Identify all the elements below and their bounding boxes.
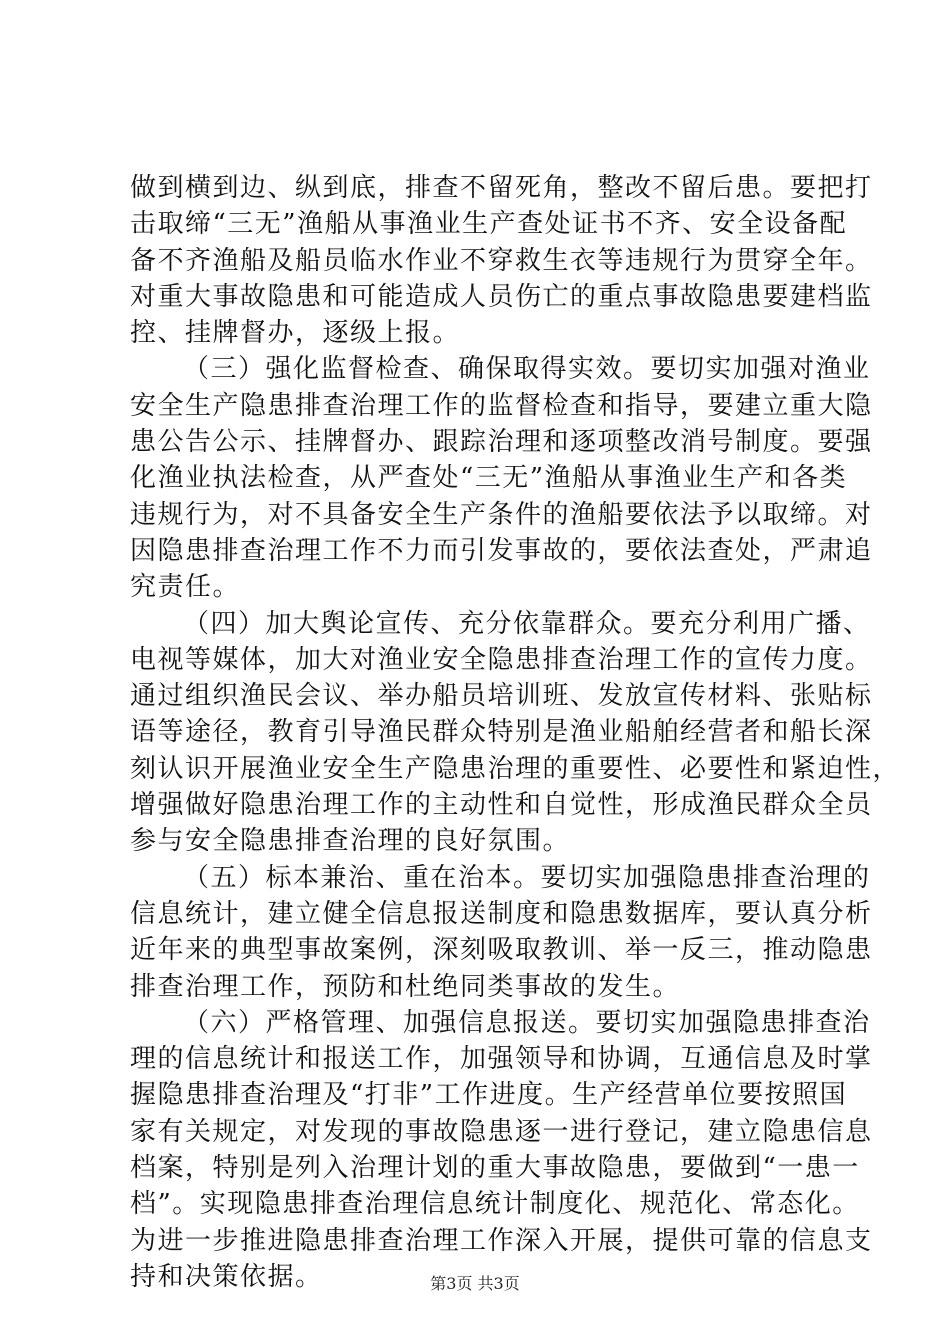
text-line: 家有关规定，对发现的事故隐患逐一进行登记，建立隐患信息 (130, 1116, 873, 1147)
text-line: 语等途径，教育引导渔民群众特别是渔业船舶经营者和船长深 (130, 717, 873, 748)
text-line: 信息统计，建立健全信息报送制度和隐患数据库，要认真分析 (130, 898, 873, 929)
paragraph-heading-line: （六）严格管理、加强信息报送。要切实加强隐患排查治 (183, 1007, 871, 1038)
paragraph-heading-line: （四）加大舆论宣传、充分依靠群众。要充分利用广播、 (183, 608, 871, 639)
text-line: 为进一步推进隐患排查治理工作深入开展，提供可靠的信息支 (130, 1225, 873, 1256)
text-line: 对重大事故隐患和可能造成人员伤亡的重点事故隐患要建档监 (130, 281, 873, 312)
text-line: 排查治理工作，预防和杜绝同类事故的发生。 (130, 971, 681, 1002)
page-number-footer: 第3页 共3页 (430, 1274, 520, 1293)
text-line: 档”。实现隐患排查治理信息统计制度化、规范化、常态化。 (130, 1189, 860, 1220)
text-line: 刻认识开展渔业安全生产隐患治理的重要性、必要性和紧迫性， (130, 753, 901, 784)
text-line: 近年来的典型事故案例，深刻吸取教训、举一反三，推动隐患 (130, 935, 873, 966)
text-line: 控、挂牌督办，逐级上报。 (130, 318, 461, 349)
text-line: 参与安全隐患排查治理的良好氛围。 (130, 826, 571, 857)
text-line: 违规行为，对不具备安全生产条件的渔船要依法予以取缔。对 (130, 499, 873, 530)
text-line: 化渔业执法检查，从严查处“三无”渔船从事渔业生产和各类 (130, 463, 848, 494)
text-line: 做到横到边、纵到底，排查不留死角，整改不留后患。要把打 (130, 173, 873, 203)
text-line: 增强做好隐患治理工作的主动性和自觉性，形成渔民群众全员 (130, 790, 873, 821)
text-line: 备不齐渔船及船员临水作业不穿救生衣等违规行为贯穿全年。 (130, 245, 873, 276)
text-line: 通过组织渔民会议、举办船员培训班、发放宣传材料、张贴标 (130, 681, 873, 712)
text-line: 理的信息统计和报送工作，加强领导和协调，互通信息及时掌 (130, 1044, 873, 1075)
text-line: 电视等媒体，加大对渔业安全隐患排查治理工作的宣传力度。 (130, 644, 873, 675)
text-line: 究责任。 (130, 572, 241, 603)
text-line: 患公告公示、挂牌督办、跟踪治理和逐项整改消号制度。要强 (130, 427, 873, 458)
paragraph-heading-line: （三）强化监督检查、确保取得实效。要切实加强对渔业 (183, 354, 871, 385)
text-line: 握隐患排查治理及“打非”工作进度。生产经营单位要按照国 (130, 1080, 848, 1111)
paragraph-heading-line: （五）标本兼治、重在治本。要切实加强隐患排查治理的 (183, 862, 871, 893)
text-line: 因隐患排查治理工作不力而引发事故的，要依法查处，严肃追 (130, 535, 873, 566)
document-body (130, 170, 901, 1295)
text-line: 安全生产隐患排查治理工作的监督检查和指导，要建立重大隐 (130, 390, 873, 421)
text-line: 持和决策依据。 (130, 1261, 323, 1292)
text-line: 档案，特别是列入治理计划的重大事故隐患，要做到“一患一 (130, 1153, 860, 1184)
text-line: 击取缔“三无”渔船从事渔业生产查处证书不齐、安全设备配 (130, 209, 848, 240)
